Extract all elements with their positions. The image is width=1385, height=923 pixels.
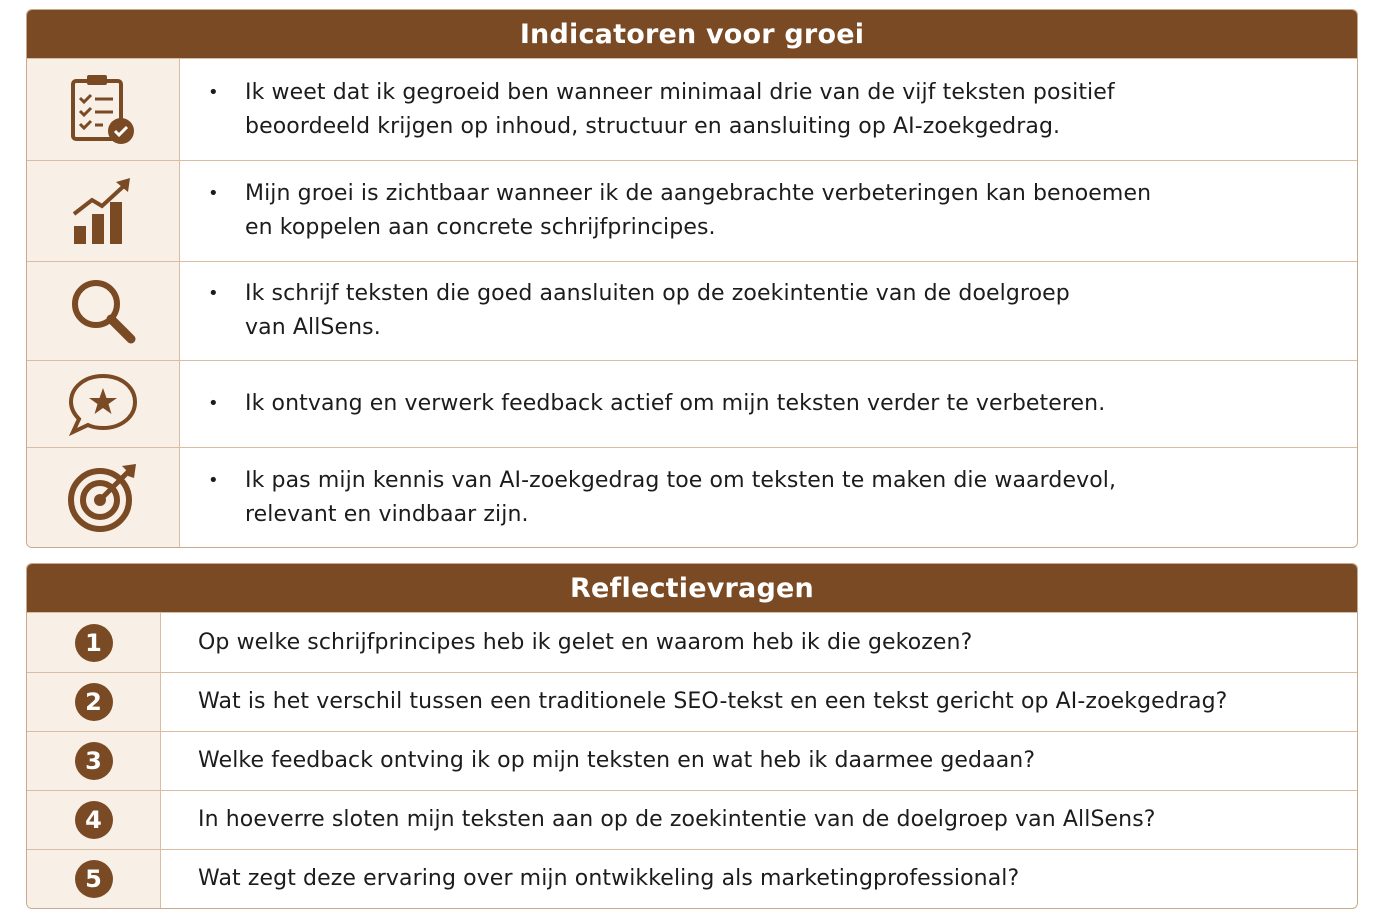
question-row (27, 790, 1357, 849)
indicator-line-2: en koppelen aan concrete schrijfprincipes. (245, 215, 716, 240)
question-number-badge: 2 (75, 683, 113, 721)
growth-chart-icon (27, 161, 180, 261)
indicator-line-1: Ik weet dat ik gegroeid ben wanneer minimaal drie van de vijf teksten positief (245, 79, 1115, 105)
indicator-line-1: Ik ontvang en verwerk feedback actief om mijn teksten verder te verbeteren. (245, 391, 1106, 416)
indicator-line-2: relevant en vindbaar zijn. (245, 501, 529, 527)
question-text: Wat zegt deze ervaring over mijn ontwikkeling als marketingprofessional? (198, 866, 1020, 891)
indicator-row (27, 447, 1357, 547)
indicator-line-2: beoordeeld krijgen op inhoud, structuur en aansluiting op AI-zoekgedrag. (245, 113, 1061, 139)
question-text: Welke feedback ontving ik op mijn teksten en wat heb ik daarmee gedaan? (198, 748, 1036, 773)
bullet: • (208, 183, 219, 204)
indicator-line-2: van AllSens. (245, 315, 381, 340)
indicator-row (27, 360, 1357, 447)
question-row (27, 672, 1357, 731)
question-row (27, 849, 1357, 908)
magnifier-icon (27, 262, 180, 360)
clipboard-check-icon (27, 59, 180, 160)
bullet: • (208, 81, 219, 103)
target-arrow-icon (27, 448, 180, 547)
question-row (27, 612, 1357, 672)
bullet: • (208, 283, 219, 304)
question-text: In hoeverre sloten mijn teksten aan op de zoekintentie van de doelgroep van AllSens? (198, 807, 1156, 832)
question-text: Op welke schrijfprincipes heb ik gelet en waarom heb ik die gekozen? (198, 629, 973, 655)
reflection-title: Reflectievragen (27, 564, 1357, 612)
indicator-line-1: Ik pas mijn kennis van AI-zoekgedrag toe om teksten te maken die waardevol, (245, 467, 1117, 493)
indicator-line-1: Mijn groei is zichtbaar wanneer ik de aangebrachte verbeteringen kan benoemen (245, 181, 1152, 206)
question-number-badge: 1 (75, 624, 113, 662)
question-number-badge: 5 (75, 860, 113, 898)
bullet: • (208, 469, 219, 491)
bullet: • (208, 393, 219, 414)
reflection-panel (26, 563, 1358, 909)
speech-bubble-star-icon (27, 361, 180, 447)
question-text: Wat is het verschil tussen een traditionele SEO-tekst en een tekst gericht op AI-zoekgedrag? (198, 689, 1228, 714)
indicators-panel (26, 9, 1358, 548)
indicator-line-1: Ik schrijf teksten die goed aansluiten op de zoekintentie van de doelgroep (245, 281, 1070, 306)
indicator-row (27, 261, 1357, 360)
indicator-row (27, 160, 1357, 261)
question-row (27, 731, 1357, 790)
indicators-title: Indicatoren voor groei (27, 10, 1357, 58)
indicator-row (27, 58, 1357, 160)
question-number-badge: 4 (75, 801, 113, 839)
question-number-badge: 3 (75, 742, 113, 780)
